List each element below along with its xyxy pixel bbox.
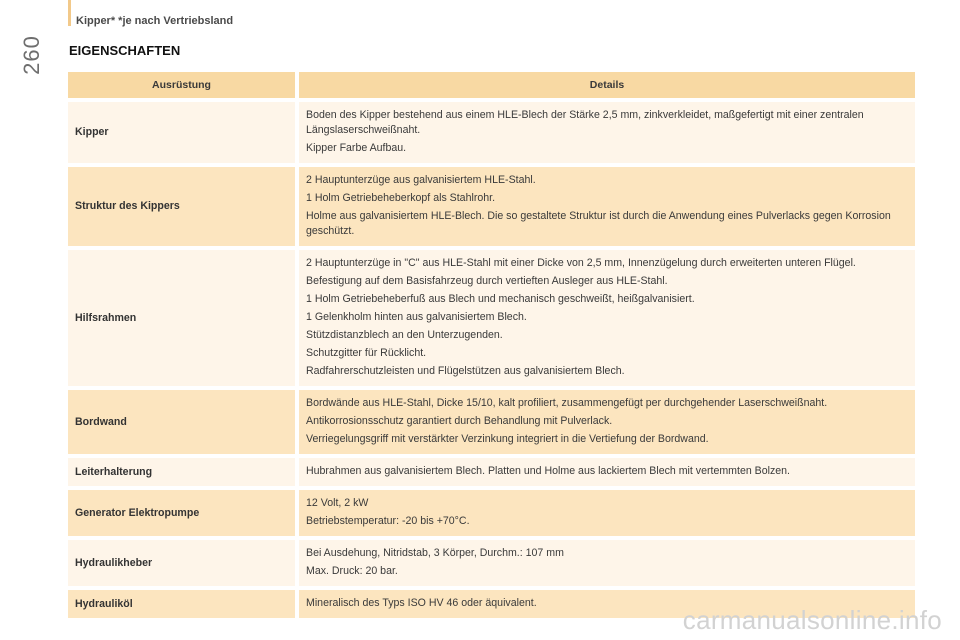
detail-line: Bei Ausdehung, Nitridstab, 3 Körper, Durchm.: 107 mm (306, 547, 564, 559)
page-title: EIGENSCHAFTEN (69, 43, 181, 58)
equipment-cell: Kipper (68, 102, 299, 163)
detail-line: Schutzgitter für Rücklicht. (306, 347, 427, 359)
specifications-table (68, 68, 915, 622)
detail-line: 1 Gelenkholm hinten aus galvanisiertem Blech. (306, 311, 527, 323)
details-cell (299, 250, 915, 386)
detail-line: Boden des Kipper bestehend aus einem HLE-Blech der Stärke 2,5 mm, zinkverkleidet, maßgefertigt mit einer zentralen Längslaserschweißnaht. (306, 109, 864, 136)
table-header-row (68, 72, 915, 98)
details-cell (299, 458, 915, 486)
detail-line: Bordwände aus HLE-Stahl, Dicke 15/10, kalt profiliert, zusammengefügt per durchgehender Laserschweißnaht. (306, 397, 828, 409)
table-row (68, 102, 915, 163)
detail-line: Max. Druck: 20 bar. (306, 565, 398, 577)
detail-line: 12 Volt, 2 kW (306, 497, 369, 509)
section-accent-bar (68, 0, 71, 26)
table-row (68, 390, 915, 454)
details-cell (299, 540, 915, 586)
equipment-cell: Struktur des Kippers (68, 167, 299, 246)
detail-line: 2 Hauptunterzüge in "C" aus HLE-Stahl mit einer Dicke von 2,5 mm, Innenzügelung durch erweiterten unteren Flügel. (306, 257, 856, 269)
details-cell (299, 490, 915, 536)
table-row (68, 167, 915, 246)
detail-line: Verriegelungsgriff mit verstärkter Verzinkung integriert in die Vertiefung der Bordwand. (306, 433, 709, 445)
page-number: 260 (19, 35, 44, 75)
detail-line: Befestigung auf dem Basisfahrzeug durch vertieften Ausleger aus HLE-Stahl. (306, 275, 668, 287)
column-header-equipment: Ausrüstung (68, 72, 299, 98)
details-cell (299, 102, 915, 163)
section-header: Kipper* *je nach Vertriebsland (76, 15, 234, 27)
column-header-details: Details (299, 72, 915, 98)
detail-line: Holme aus galvanisiertem HLE-Blech. Die so gestaltete Struktur ist durch die Anwendung eines Pulverlacks gegen Korrosion geschützt. (306, 210, 891, 237)
table-row (68, 458, 915, 486)
equipment-cell: Hydraulikheber (68, 540, 299, 586)
detail-line: Betriebstemperatur: -20 bis +70°C. (306, 515, 470, 527)
detail-line: Kipper Farbe Aufbau. (306, 142, 407, 154)
detail-line: Antikorrosionsschutz garantiert durch Behandlung mit Pulverlack. (306, 415, 613, 427)
detail-line: Stützdistanzblech an den Unterzugenden. (306, 329, 503, 341)
detail-line: Mineralisch des Typs ISO HV 46 oder äquivalent. (306, 597, 537, 609)
table-row (68, 490, 915, 536)
equipment-cell: Generator Elektropumpe (68, 490, 299, 536)
table-row (68, 540, 915, 586)
watermark: carmanualsonline.info (682, 605, 942, 635)
equipment-cell: Bordwand (68, 390, 299, 454)
equipment-cell: Hydrauliköl (68, 590, 299, 618)
detail-line: 2 Hauptunterzüge aus galvanisiertem HLE-Stahl. (306, 174, 536, 186)
detail-line: 1 Holm Getriebeheberfuß aus Blech und mechanisch geschweißt, heißgalvanisiert. (306, 293, 695, 305)
details-cell (299, 167, 915, 246)
equipment-cell: Leiterhalterung (68, 458, 299, 486)
detail-line: 1 Holm Getriebeheberkopf als Stahlrohr. (306, 192, 496, 204)
detail-line: Radfahrerschutzleisten und Flügelstützen aus galvanisiertem Blech. (306, 365, 625, 377)
details-cell (299, 390, 915, 454)
equipment-cell: Hilfsrahmen (68, 250, 299, 386)
table-row (68, 250, 915, 386)
detail-line: Hubrahmen aus galvanisiertem Blech. Platten und Holme aus lackiertem Blech mit vertemmten Bolzen. (306, 465, 791, 477)
